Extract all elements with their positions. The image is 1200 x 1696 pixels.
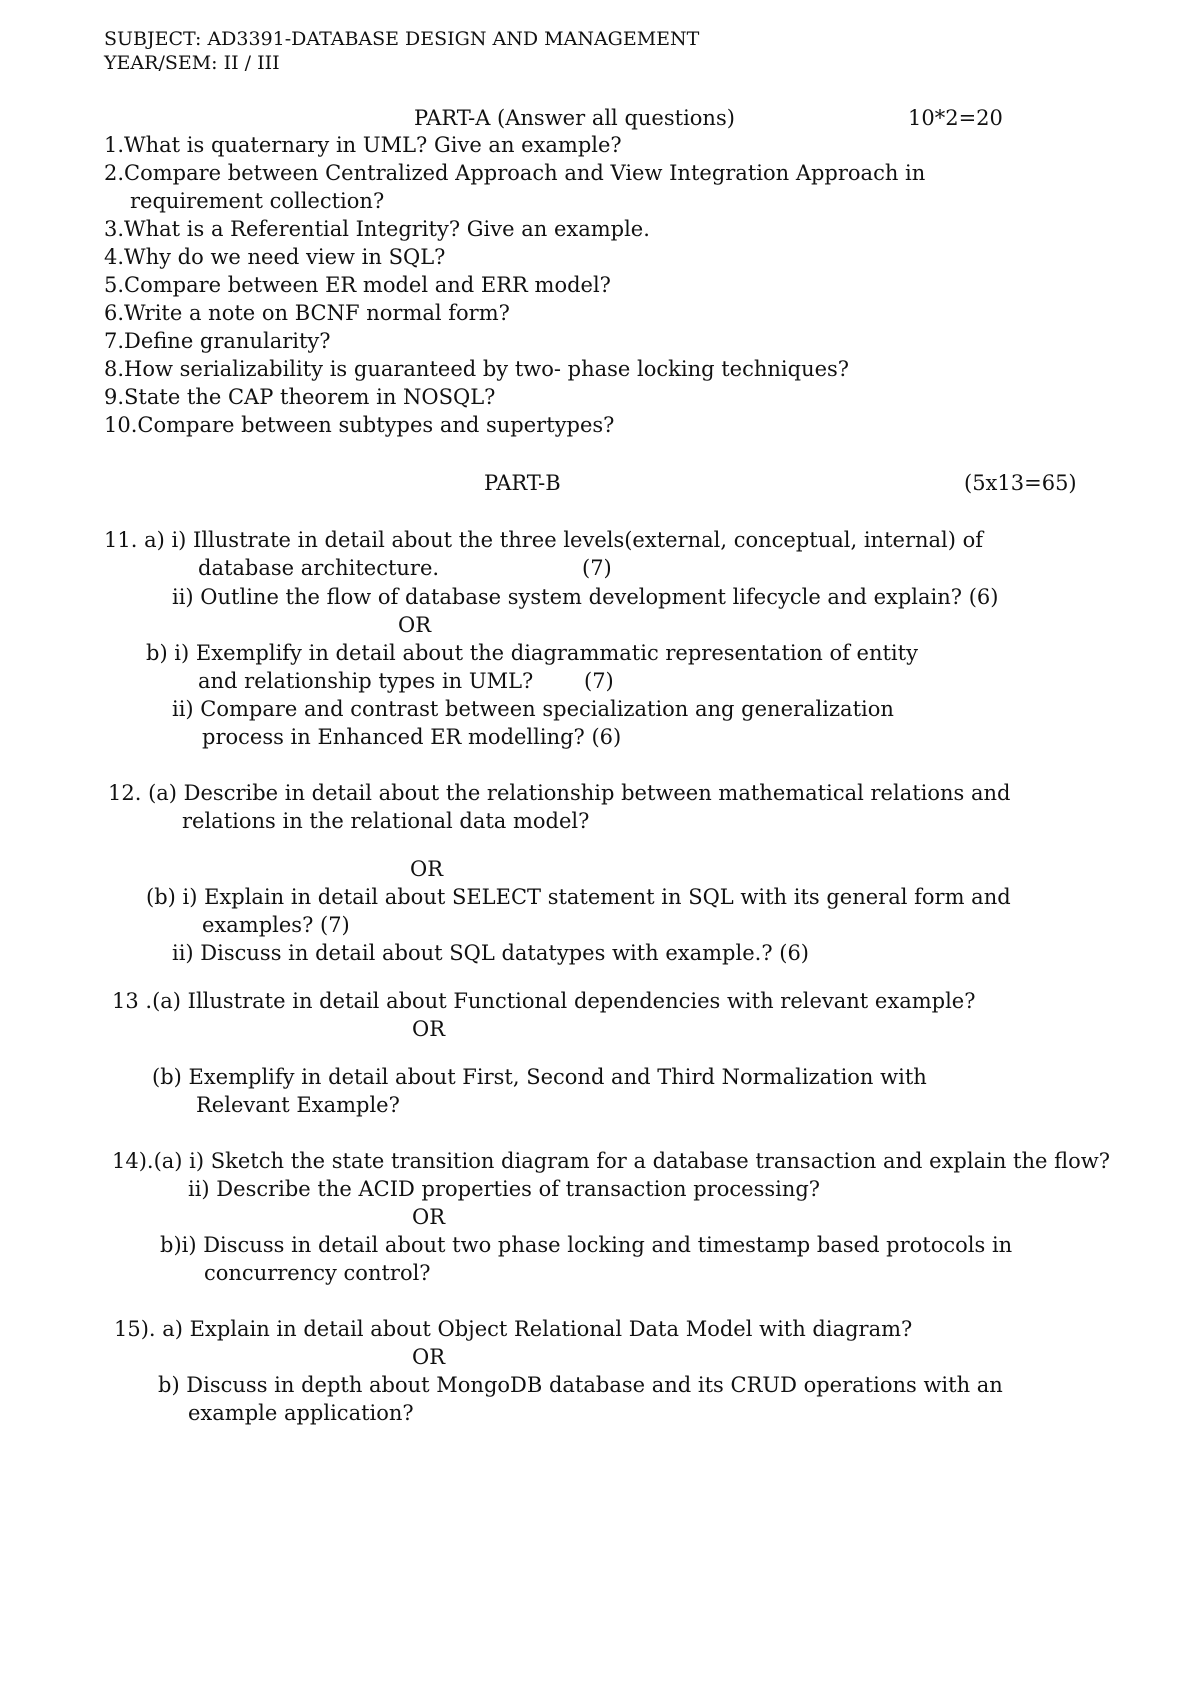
part-a-question: 6.Write a note on BCNF normal form?: [104, 301, 510, 325]
or-separator: OR: [410, 857, 444, 881]
part-b-line: ii) Describe the ACID properties of transaction processing?: [188, 1177, 821, 1201]
part-a-question: 10.Compare between subtypes and supertypes?: [104, 413, 615, 437]
part-b-line: b) i) Exemplify in detail about the diagrammatic representation of entity: [146, 641, 918, 665]
or-separator: OR: [412, 1345, 446, 1369]
part-b-line: ii) Compare and contrast between specialization ang generalization: [172, 697, 894, 721]
part-b-line: and relationship types in UML?: [198, 669, 534, 693]
part-b-marks-label: (7): [584, 669, 614, 693]
part-b-line: (b) i) Explain in detail about SELECT statement in SQL with its general form and: [146, 885, 1011, 909]
year-sem-line: YEAR/SEM: II / III: [104, 52, 280, 74]
part-a-marks: 10*2=20: [908, 106, 1003, 130]
part-b-marks-label: (7): [582, 556, 612, 580]
part-a-question: 9.State the CAP theorem in NOSQL?: [104, 385, 496, 409]
part-b-line: 11. a) i) Illustrate in detail about the three levels(external, conceptual, internal) of: [104, 528, 984, 552]
part-b-line: b) Discuss in depth about MongoDB database and its CRUD operations with an: [158, 1373, 1003, 1397]
part-b-line: concurrency control?: [204, 1261, 431, 1285]
part-b-marks: (5x13=65): [964, 471, 1077, 495]
part-b-line: (b) Exemplify in detail about First, Second and Third Normalization with: [152, 1065, 927, 1089]
part-a-question: 5.Compare between ER model and ERR model?: [104, 273, 611, 297]
part-b-line: examples? (7): [202, 913, 350, 937]
part-b-line: ii) Outline the flow of database system development lifecycle and explain? (6): [172, 585, 999, 609]
part-b-line: 14).(a) i) Sketch the state transition diagram for a database transaction and explain the flow?: [112, 1149, 1110, 1173]
part-a-title: PART-A (Answer all questions): [414, 106, 735, 130]
part-a-question: 3.What is a Referential Integrity? Give an example.: [104, 217, 650, 241]
part-a-question-continuation: requirement collection?: [130, 189, 385, 213]
part-b-title: PART-B: [484, 471, 561, 495]
or-separator: OR: [412, 1017, 446, 1041]
part-a-question: 7.Define granularity?: [104, 329, 331, 353]
or-separator: OR: [412, 1205, 446, 1229]
part-b-line: Relevant Example?: [196, 1093, 400, 1117]
part-b-line: database architecture.: [198, 556, 440, 580]
part-b-line: 12. (a) Describe in detail about the relationship between mathematical relations and: [108, 781, 1011, 805]
part-b-line: process in Enhanced ER modelling? (6): [202, 725, 622, 749]
part-a-question: 4.Why do we need view in SQL?: [104, 245, 446, 269]
part-b-line: 13 .(a) Illustrate in detail about Functional dependencies with relevant example?: [112, 989, 976, 1013]
subject-line: SUBJECT: AD3391-DATABASE DESIGN AND MANAGEMENT: [104, 28, 700, 50]
part-b-line: example application?: [188, 1401, 414, 1425]
part-a-question: 1.What is quaternary in UML? Give an example?: [104, 133, 622, 157]
or-separator: OR: [398, 613, 432, 637]
part-b-line: ii) Discuss in detail about SQL datatypes with example.? (6): [172, 941, 809, 965]
part-a-question: 8.How serializability is guaranteed by two- phase locking techniques?: [104, 357, 850, 381]
part-b-line: 15). a) Explain in detail about Object Relational Data Model with diagram?: [114, 1317, 913, 1341]
part-b-line: b)i) Discuss in detail about two phase locking and timestamp based protocols in: [160, 1233, 1013, 1257]
part-a-question: 2.Compare between Centralized Approach and View Integration Approach in: [104, 161, 926, 185]
part-b-line: relations in the relational data model?: [182, 809, 590, 833]
